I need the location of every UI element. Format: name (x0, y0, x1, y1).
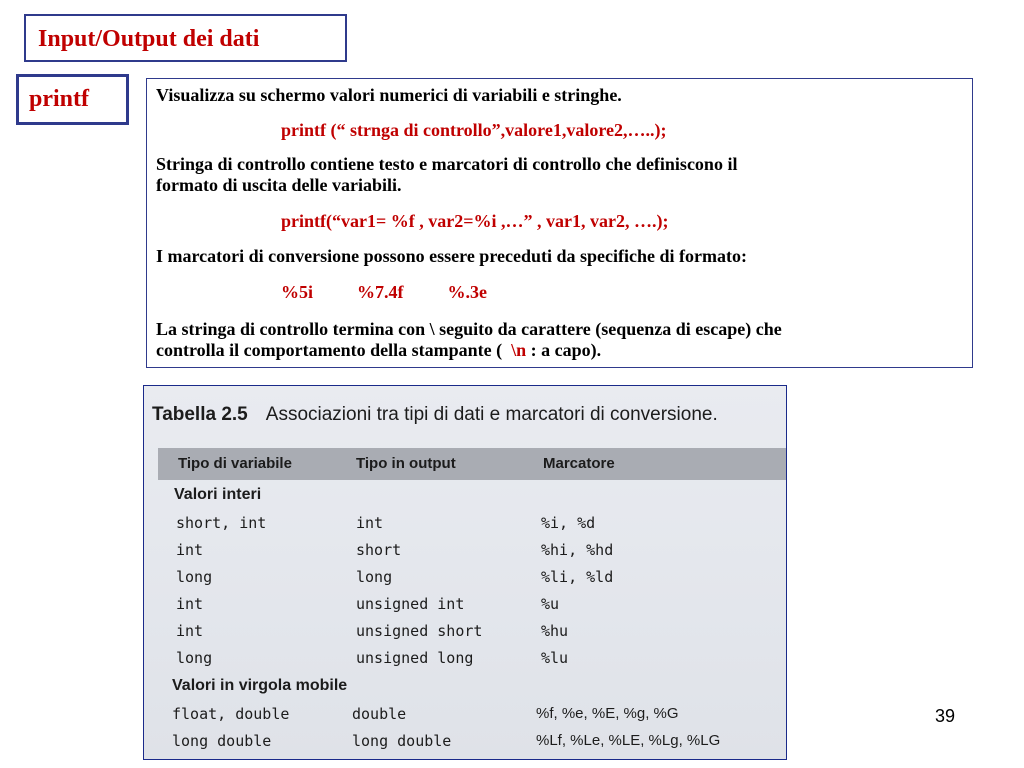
cell-marker: %f, %e, %E, %g, %G (536, 705, 679, 722)
paragraph-control-string-2: formato di uscita delle variabili. (156, 175, 402, 195)
cell-marker: %hi, %hd (541, 541, 614, 559)
cell-output-type: int (356, 514, 384, 532)
cell-marker: %li, %ld (541, 568, 614, 586)
cell-variable-type: short, int (176, 514, 267, 532)
section-label-box (16, 74, 129, 125)
cell-output-type: short (356, 541, 402, 559)
code-example-2: printf(“var1= %f , var2=%i ,…” , var1, var2, ….); (281, 211, 669, 231)
paragraph-format-specs: I marcatori di conversione possono essere preceduti da specifiche di formato: (156, 246, 747, 266)
cell-variable-type: long (176, 568, 213, 586)
column-header: Tipo in output (356, 455, 456, 472)
table-caption (152, 404, 718, 426)
section-integers: Valori interi (174, 486, 262, 503)
cell-marker: %lu (541, 649, 569, 667)
format-markers (281, 282, 531, 302)
table-row (144, 705, 787, 729)
table-row (144, 568, 787, 592)
scanned-table-image (143, 385, 787, 760)
cell-output-type: double (352, 705, 407, 723)
escape-code: \n (511, 340, 527, 360)
cell-output-type: long double (352, 732, 452, 750)
table-caption-text: Associazioni tra tipi di dati e marcatori di conversione. (265, 404, 718, 425)
format-marker: %7.4f (357, 282, 404, 302)
cell-variable-type: float, double (172, 705, 290, 723)
format-marker: %.3e (447, 282, 488, 302)
cell-output-type: unsigned long (356, 649, 474, 667)
table-row (144, 514, 787, 538)
cell-variable-type: long (176, 649, 213, 667)
paragraph-escape-2 (156, 340, 601, 360)
description-box (146, 78, 973, 368)
table-row (144, 595, 787, 619)
page-number: 39 (935, 706, 956, 726)
escape-text-b: : a capo). (526, 340, 602, 360)
cell-output-type: unsigned int (356, 595, 465, 613)
cell-variable-type: int (176, 622, 204, 640)
table-row (144, 622, 787, 646)
table-row (144, 732, 787, 756)
cell-variable-type: int (176, 595, 204, 613)
cell-variable-type: int (176, 541, 204, 559)
escape-text-a: controlla il comportamento della stampante ( (156, 340, 512, 360)
code-example-1: printf (“ strnga di controllo”,valore1,valore2,…..); (281, 120, 667, 140)
column-header: Marcatore (543, 455, 615, 472)
cell-marker: %u (541, 595, 560, 613)
paragraph-control-string-1: Stringa di controllo contiene testo e marcatori di controllo che definiscono il (156, 154, 738, 174)
cell-marker: %i, %d (541, 514, 596, 532)
section-floats: Valori in virgola mobile (172, 677, 348, 694)
cell-variable-type: long double (172, 732, 272, 750)
paragraph-escape-1: La stringa di controllo termina con \ seguito da carattere (sequenza di escape) che (156, 319, 782, 339)
table-row (144, 649, 787, 673)
cell-marker: %Lf, %Le, %LE, %Lg, %LG (536, 732, 721, 749)
table-row (144, 541, 787, 565)
slide-title-box (24, 14, 347, 62)
column-header: Tipo di variabile (178, 455, 292, 472)
section-label: printf (29, 86, 89, 112)
cell-marker: %hu (541, 622, 569, 640)
table-header (158, 448, 787, 480)
slide-title: Input/Output dei dati (38, 26, 260, 52)
cell-output-type: unsigned short (356, 622, 483, 640)
cell-output-type: long (356, 568, 393, 586)
table-label: Tabella 2.5 (152, 404, 248, 425)
format-marker: %5i (281, 282, 314, 302)
paragraph-intro: Visualizza su schermo valori numerici di variabili e stringhe. (156, 85, 622, 105)
